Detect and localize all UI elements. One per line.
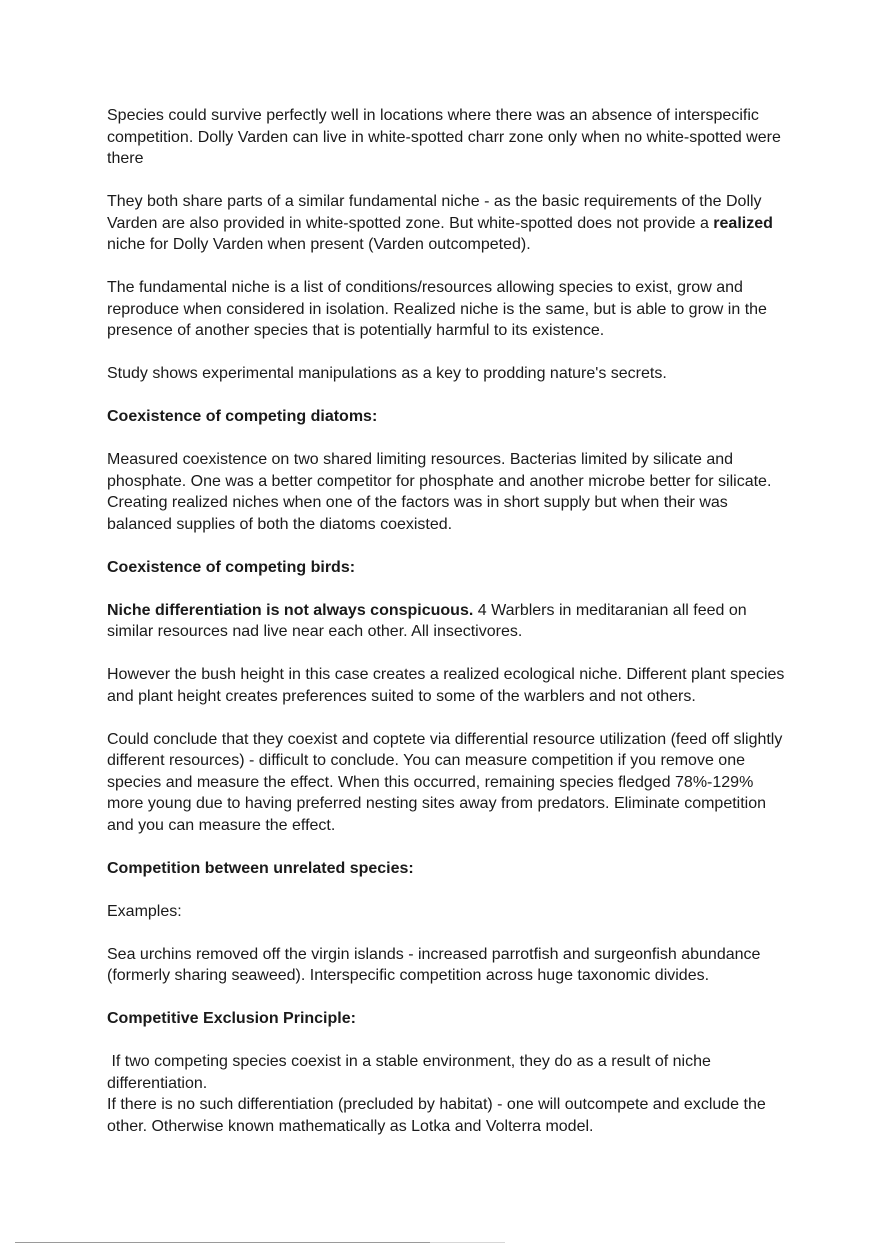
paragraph-exclusion-principle <box>107 1051 787 1137</box>
heading-competing-diatoms: Coexistence of competing diatoms: <box>107 408 378 425</box>
paragraph-sea-urchins: Sea urchins removed off the virgin islands - increased parrotfish and surgeonfish abundance (formerly sharing seaweed). Interspecific competition across huge taxonomic divides. <box>107 945 761 984</box>
heading-competing-birds: Coexistence of competing birds: <box>107 558 356 576</box>
paragraph-niche-definition: The fundamental niche is a list of conditions/resources allowing species to exist, grow and reproduce when considered in isolation. Realized niche is the same, but is able to grow in the presence of another species that is potentially harmful to its existence. <box>107 279 767 339</box>
document-body <box>107 105 787 1159</box>
paragraph-warblers <box>107 600 787 643</box>
paragraph-examples-label: Examples: <box>107 902 182 920</box>
paragraph-text: niche for Dolly Varden when present (Varden outcompeted). <box>107 236 531 253</box>
paragraph-experimental-manipulations: Study shows experimental manipulations as a key to prodding nature's secrets. <box>107 365 667 382</box>
footer-divider-faint <box>430 1242 505 1243</box>
paragraph-resource-utilization: Could conclude that they coexist and coptete via differential resource utilization (feed off slightly different resources) - difficult to conclude. You can measure competition if you remove one species and measure the effect. When this occurred, remaining species fledged 78%-129% more young due to having preferred nesting sites away from predators. Eliminate competition and you can measure the effect. <box>107 730 783 834</box>
paragraph-interspecific-competition: Species could survive perfectly well in locations where there was an absence of interspecific competition. Dolly Varden can live in white-spotted charr zone only when no white-spotted were there <box>107 107 781 167</box>
paragraph-diatoms: Measured coexistence on two shared limiting resources. Bacterias limited by silicate and phosphate. One was a better competitor for phosphate and another microbe better for silicate. Creating realized niches when one of the factors was in short supply but when their was balanced supplies of both the diatoms coexisted. <box>107 451 772 533</box>
paragraph-bush-height: However the bush height in this case creates a realized ecological niche. Different plant species and plant height creates preferences suited to some of the warblers and not others. <box>107 666 785 705</box>
paragraph-line: If there is no such differentiation (precluded by habitat) - one will outcompete and exclude the other. Otherwise known mathematically as Lotka and Volterra model. <box>107 1096 766 1135</box>
heading-unrelated-species: Competition between unrelated species: <box>107 859 414 877</box>
bold-term-realized: realized <box>713 214 773 232</box>
paragraph-text: 4 Warblers in meditaranian all feed on similar resources nad live near each other. All insectivores. <box>107 601 747 640</box>
paragraph-fundamental-niche-share <box>107 191 787 256</box>
paragraph-text: They both share parts of a similar fundamental niche - as the basic requirements of the Dolly Varden are also provided in white-spotted zone. But white-spotted does not provide a <box>107 193 762 232</box>
heading-competitive-exclusion: Competitive Exclusion Principle: <box>107 1010 356 1027</box>
paragraph-line: If two competing species coexist in a stable environment, they do as a result of niche differentiation. <box>107 1053 716 1092</box>
bold-phrase-niche-differentiation: Niche differentiation is not always conspicuous. <box>107 601 474 619</box>
